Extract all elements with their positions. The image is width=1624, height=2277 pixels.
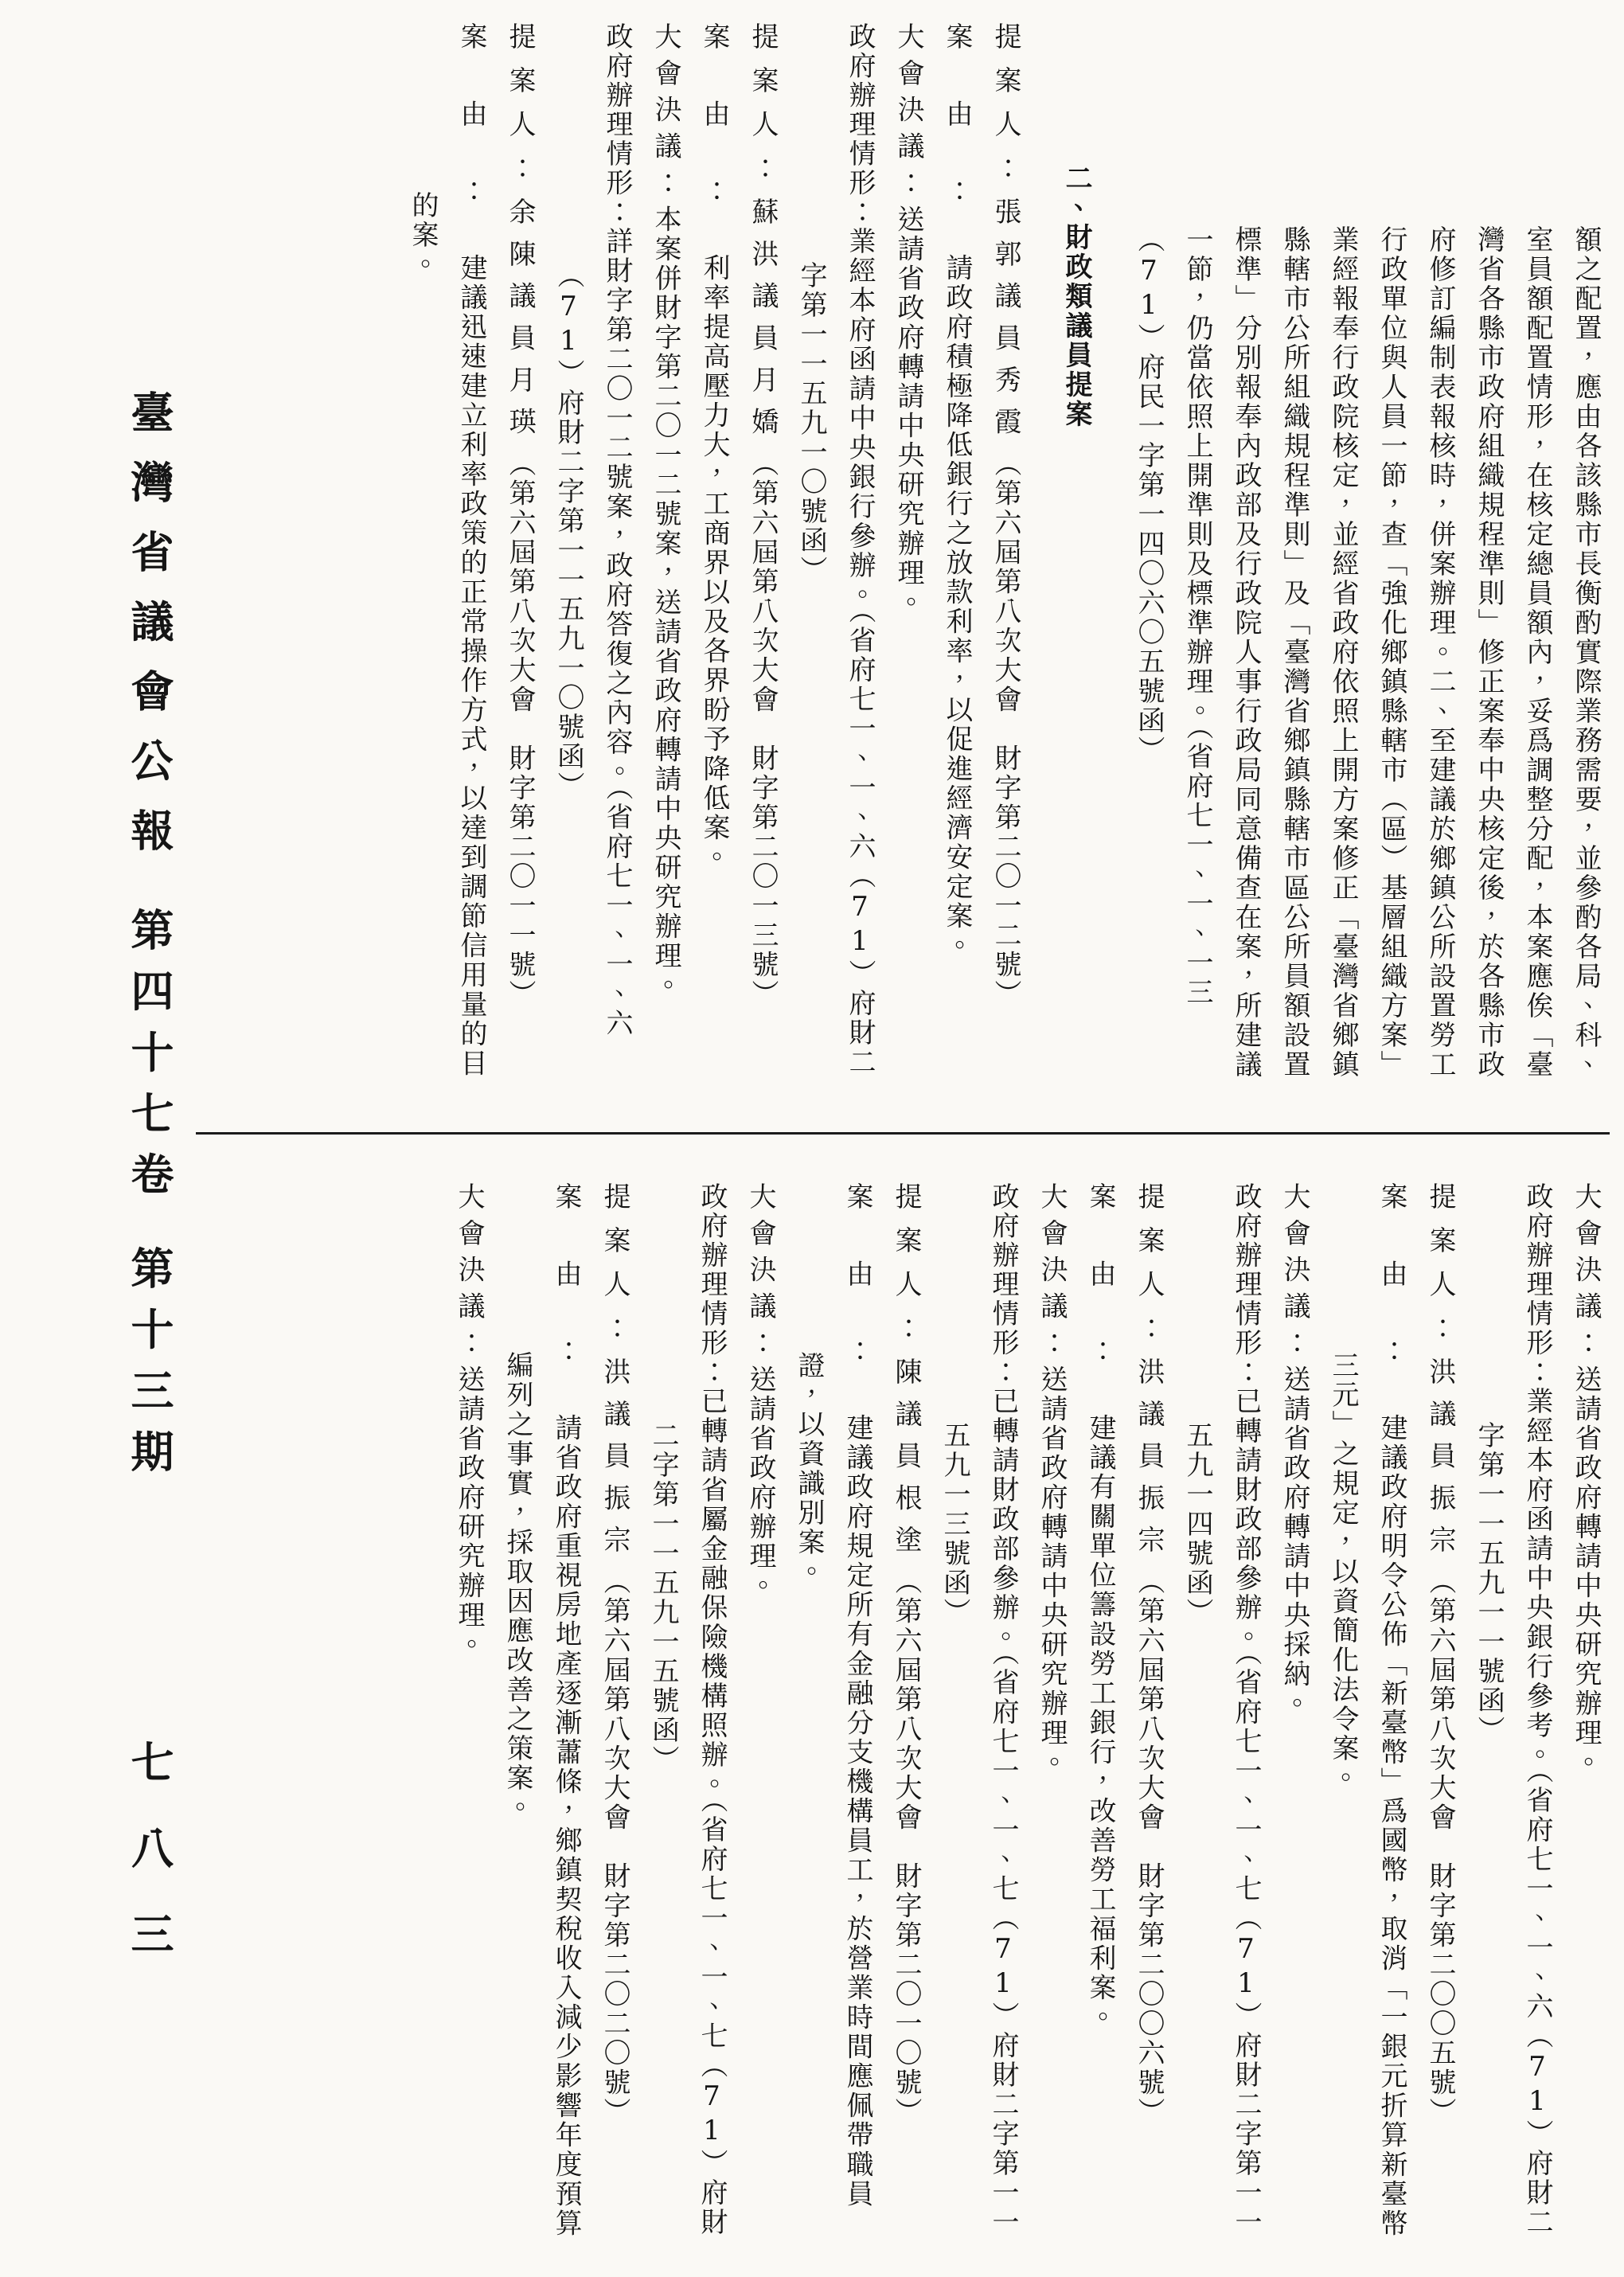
case-action [787,22,884,1099]
action-text: 業經本府函請中央銀行參考。（省府七一、一、六（71）府財二字第一一五九一一號函） [1473,1387,1553,2238]
case-proposer [881,1182,930,2265]
subject-label: 案由： [698,22,730,254]
proposer-note: （第六屆第八次大會 財字第二〇一〇號） [890,1567,922,2127]
subject-text: 建議政府規定所有金融分支機構員工，於營業時間應佩帶職員證，以資識別案。 [793,1351,873,2209]
case-proposer [1415,1182,1464,2265]
subject-label: 案由： [841,1182,873,1414]
proposer-label: 提案人： [1424,1182,1456,1358]
subject-label: 案由： [550,1182,582,1414]
case-resolution [1561,1182,1610,2265]
proposer-label: 提案人： [599,1182,630,1358]
case-resolution [444,1182,493,2265]
case-proposer [1124,1182,1173,2265]
proposer-note: （第六屆第八次大會 財字第二〇〇五號） [1424,1567,1456,2127]
subject-text: 請政府積極降低銀行之放款利率，以促進經濟安定案。 [941,253,973,961]
resolution-label: 大會決議： [1279,1182,1310,1365]
action-text: 已轉請財政部參辦。（省府七一、一、七（71）府財二字第一一五九一四號函） [1181,1387,1262,2238]
proposer-label: 提案人： [1133,1182,1165,1358]
proposer-note: （第六屆第八次大會 財字第二〇一三號） [747,449,779,1010]
proposer-name: 張郭議員秀霞 [990,197,1021,450]
case-subject [689,22,738,1099]
action-label: 政府辦理情形： [1230,1182,1262,1388]
proposer-label: 提案人： [890,1182,922,1358]
proposer-label: 提案人： [747,22,779,198]
subject-label: 案由： [941,22,973,254]
proposer-name: 陳議員根塗 [890,1357,922,1568]
resolution-label: 大會決議： [650,22,681,205]
action-text: 已轉請省屬金融保險機構照辦。（省府七一、一、七（71）府財二字第一一五九一五號函） [647,1387,728,2238]
resolution-label: 大會決議： [744,1182,776,1365]
case-action [930,1182,1027,2265]
band-divider-rule [196,1132,1610,1135]
case-subject [493,1182,590,2265]
resolution-label: 大會決議： [892,22,924,205]
case-proposer [590,1182,638,2265]
upper-text-band [191,22,1610,1099]
action-text: 已轉請財政部參辦。（省府七一、一、七（71）府財二字第一一五九一三號函） [939,1387,1019,2238]
case-action [1173,1182,1270,2265]
case-proposer [981,22,1029,1099]
case-action [1464,1182,1561,2265]
subject-text: 請省政府重視房地產逐漸蕭條，鄉鎮契稅收入減少影響年度預算編列之事實，採取因應改善之策案。 [502,1351,582,2239]
resolution-text: 送請省政府研究辦理。 [453,1365,485,1660]
proposer-label: 提案人： [990,22,1021,198]
proposer-note: （第六屆第八次大會 財字第二〇〇六號） [1133,1567,1165,2127]
action-label: 政府辦理情形： [601,22,633,228]
case-resolution [736,1182,784,2265]
proposer-name: 余陳議員月瑛 [504,197,536,450]
section-header: 二、財政類議員提案 [1060,164,1092,429]
case-resolution [1270,1182,1318,2265]
page-number: 七八三 [124,1740,175,1998]
subject-label: 案由： [1084,1182,1116,1414]
action-label: 政府辦理情形： [844,22,876,228]
action-text: 業經本府函請中央銀行參辦。（省府七一、一、六（71）府財二字第一一五九一〇號函） [795,227,876,1078]
case-subject [398,22,495,1099]
case-subject [784,1182,881,2265]
proposer-name: 洪議員振宗 [599,1357,630,1568]
case-proposer [495,22,544,1099]
case-subject [1076,1182,1124,2265]
resolution-text: 本案併財字第二〇一二號案，送請省政府轉請中央研究辦理。 [650,205,681,1001]
subject-text: 建議有關單位籌設勞工銀行，改善勞工福利案。 [1084,1413,1116,2033]
resolution-text: 送請省政府轉請中央研究辦理。 [1570,1365,1602,1778]
proposer-note: （第六屆第八次大會 財字第二〇一二號） [990,449,1021,1010]
continuation-paragraph: 額之配置，應由各該縣市長衡酌實際業務需要，並參酌各局、科、室員額配置情形，在核定總員額內，妥爲調整分配，本案應俟「臺灣省各縣市政府組織規程準則」修正案奉中央核定後，於各縣市政府修訂編制表報核時，併案辦理。二、至建議於鄉鎮公所設置勞工行政單位與人員一節，查「強化鄉鎮縣轄市（區）基層組織方案」業經報奉行政院核定，並經省政府依照上開方案修正「臺灣省鄉鎮縣轄市公所組織規程準則」及「臺灣省鄉鎮縣轄市區公所員額設置標準」分別報奉內政部及行政院人事行政局同意備查在案，所建議一節，仍當依照上開準則及標準辦理。（省府七一、一、一三（71）府民一字第一四〇六〇五號函） [1133,225,1602,1080]
resolution-text: 送請省政府轉請中央採納。 [1279,1365,1310,1719]
resolution-label: 大會決議： [453,1182,485,1365]
case-action [638,1182,736,2265]
action-label: 政府辦理情形： [1521,1182,1553,1388]
resolution-text: 送請省政府辦理。 [744,1365,776,1601]
resolution-text: 送請省政府轉請中央研究辦理。 [892,205,924,618]
case-action [544,22,641,1099]
proposer-note: （第六屆第八次大會 財字第二〇一一號） [504,449,536,1010]
case-resolution [1027,1182,1076,2265]
case-subject [932,22,981,1099]
subject-text: 利率提高壓力大，工商界以及各界盼予降低案。 [698,253,730,873]
resolution-label: 大會決議： [1570,1182,1602,1365]
action-label: 政府辦理情形： [987,1182,1019,1388]
proposer-name: 洪議員振宗 [1133,1357,1165,1568]
proposer-name: 蘇洪議員月嬌 [747,197,779,450]
lower-text-band [191,1182,1610,2265]
resolution-label: 大會決議： [1036,1182,1068,1365]
masthead-column [118,0,182,2277]
subject-text: 建議迅速建立利率政策的正常操作方式，以達到調節信用量的目的案。 [407,191,487,1079]
subject-text: 建議政府明令公佈「新臺幣」爲國幣，取消「一銀元折算新臺幣三元」之規定，以資簡化法令案。 [1327,1351,1407,2239]
subject-label: 案由： [1376,1182,1407,1414]
journal-issue: 第十三期 [124,1246,175,1490]
case-resolution [641,22,689,1099]
action-label: 政府辦理情形： [696,1182,728,1388]
resolution-text: 送請省政府轉請中央研究辦理。 [1036,1365,1068,1778]
proposer-label: 提案人： [504,22,536,198]
action-text: 詳財字第二〇一二號案，政府答復之內容。（省府七一、一、六（71）府財二字第一一五九一〇號函） [552,227,633,1039]
case-resolution [884,22,932,1099]
journal-volume: 第四十七卷 [124,908,175,1213]
proposer-name: 洪議員振宗 [1424,1357,1456,1568]
subject-label: 案由： [455,22,487,254]
journal-title: 臺灣省議會公報 [124,390,175,878]
case-subject [1318,1182,1415,2265]
proposer-note: （第六屆第八次大會 財字第二〇二〇號） [599,1567,630,2127]
case-proposer [738,22,787,1099]
